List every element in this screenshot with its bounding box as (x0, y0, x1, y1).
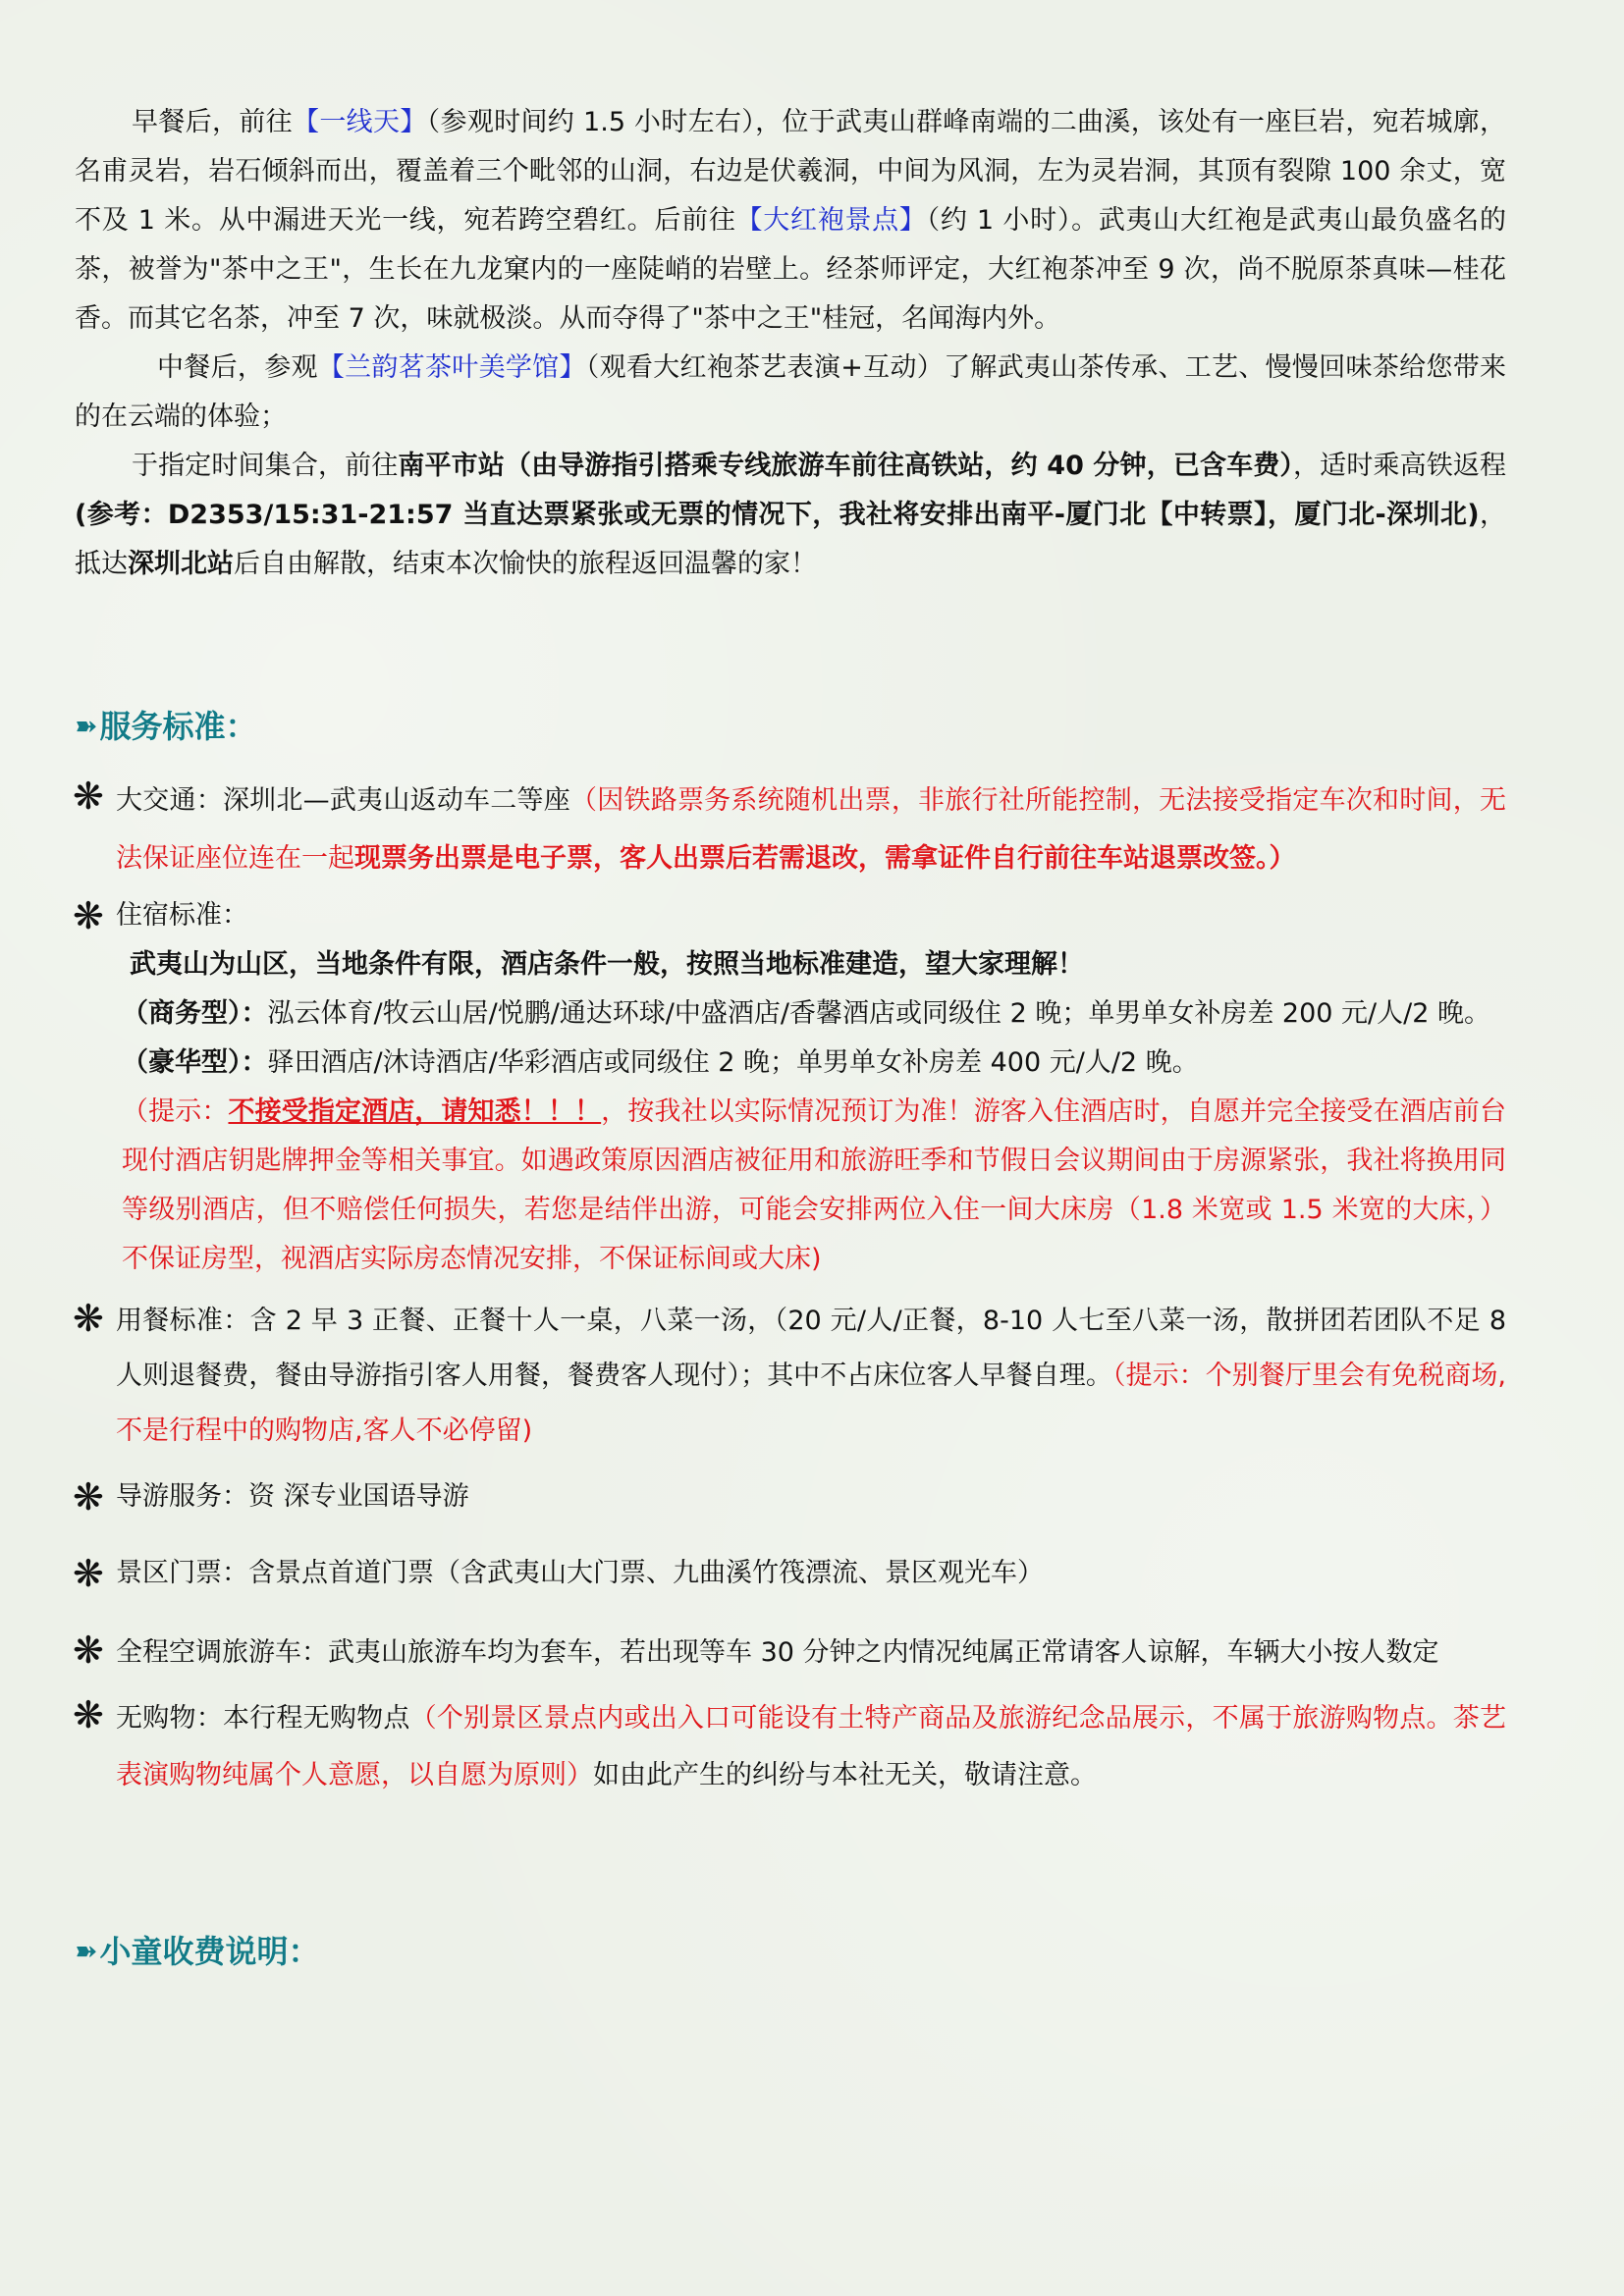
hotel-business (75, 989, 1506, 1039)
warning-text-bold: 现票务出票是电子票，客人出票后若需退改，需拿证件自行前往车站退票改签。） (354, 843, 1296, 874)
asterisk-bullet-icon: ❋ (73, 1629, 104, 1672)
warning-text: （个别景区景点内或出入口可能设有土特产商品及旅游纪念品展示，不属于旅游购物点。茶艺表演购物纯属个人意愿，以自愿为原则） (116, 1703, 1507, 1790)
asterisk-bullet-icon: ❋ (73, 1475, 104, 1519)
text: ，抵达 (75, 500, 1506, 579)
text: （由导游指引搭乘专线旅游车前往高铁站，约 40 分钟，已含车费） (504, 451, 1294, 481)
service-heading (75, 705, 1506, 748)
heading-text: 小童收费说明： (99, 1933, 320, 1970)
service-item-transport (75, 772, 1506, 887)
itinerary-paragraph-3 (75, 442, 1506, 589)
service-item-shopping (75, 1690, 1506, 1804)
child-fee-heading (75, 1930, 1506, 1973)
text: 导游服务：资 深专业国语导游 (116, 1481, 469, 1512)
warning-text: （因铁路票务系统随机出票，非旅行社所能控制，无法接受指定车次和时间，无法保证座位连在一起 (116, 785, 1506, 874)
text: 如由此产生的纠纷与本社无关，敬请注意。 (593, 1760, 1097, 1790)
arrow-icon: ➽ (75, 710, 98, 742)
text: 住宿标准： (116, 900, 248, 931)
text: 后自由解散，结束本次愉快的旅程返回温馨的家！ (234, 549, 817, 579)
service-item-guide (75, 1472, 1506, 1522)
spot-yixiantian: 【一线天】 (293, 107, 427, 137)
text: （观看大红袍茶艺表演+互动）了解武夷山茶传承、工艺、慢慢回味茶给您带来的在云端的体验； (75, 352, 1507, 432)
text: ，按我社以实际情况预订为准！游客入住酒店时，自愿并完全接受在酒店前台现付酒店钥匙牌押金等相关事宜。如遇政策原因酒店被征用和旅游旺季和节假日会议期间由于房源紧张，我社将换用同等级别酒店，但不赔偿任何损失，若您是结伴出游，可能会安排两位入住一间大床房（1.8 米宽或 1.5 米宽的大床，）不保证房型，视酒店实际房态情况安排，不保证标间或大床) (122, 1096, 1507, 1274)
asterisk-bullet-icon: ❋ (73, 1552, 104, 1595)
text: 全程空调旅游车：武夷山旅游车均为套车，若出现等车 30 分钟之内情况纯属正常请客人谅解，车辆大小按人数定 (116, 1637, 1439, 1668)
text: （参观时间约 1.5 小时左右），位于武夷山群峰南端的二曲溪，该处有一座巨岩，宛若城廓，名甫灵岩，岩石倾斜而出，覆盖着三个毗邻的山洞，右边是伏羲洞，中间为风洞，左为灵岩洞，其顶有裂隙 100 余丈，宽不及 1 米。从中漏进天光一线，宛若跨空碧红。后前往 (75, 107, 1507, 236)
asterisk-bullet-icon: ❋ (73, 1297, 104, 1340)
text: 泓云体育/牧云山居/悦鹏/通达环球/中盛酒店/香馨酒店或同级住 2 晚；单男单女补房差 200 元/人/2 晚。 (267, 998, 1490, 1029)
service-item-bus (75, 1626, 1506, 1681)
spot-lanyun-tea: 【兰韵茗茶叶美学馆】 (317, 352, 586, 383)
hotel-tip (75, 1088, 1506, 1284)
station-shenzhenbei: 深圳北站 (128, 549, 234, 579)
station-nanping: 南平市站 (398, 451, 505, 481)
itinerary-paragraph-2 (75, 344, 1506, 442)
arrow-icon: ➽ (75, 1935, 98, 1967)
text: 大交通：深圳北—武夷山返动车二等座 (116, 785, 570, 816)
text: 无购物：本行程无购物点 (116, 1703, 410, 1734)
text: 景区门票：含景点首道门票（含武夷山大门票、九曲溪竹筏漂流、景区观光车） (116, 1558, 1044, 1588)
label: （豪华型）： (122, 1047, 268, 1078)
text: 驿田酒店/沐诗酒店/华彩酒店或同级住 2 晚；单男单女补房差 400 元/人/2 晚。 (267, 1047, 1199, 1078)
train-reference: (参考：D2353/15:31-21:57 当直达票紧张或无票的情况下，我社将安排出南平-厦门北【中转票】，厦门北-深圳北) (75, 500, 1480, 530)
spot-dahongpao: 【大红袍景点】 (735, 205, 927, 236)
service-item-tickets (75, 1549, 1506, 1598)
text: 于指定时间集合，前往 (132, 451, 399, 481)
heading-text: 服务标准： (99, 708, 257, 745)
warning-text: （提示：个别餐厅里会有免税商场,不是行程中的购物店,客人不必停留) (116, 1361, 1506, 1446)
asterisk-bullet-icon: ❋ (73, 894, 104, 937)
itinerary-paragraph-1 (75, 98, 1506, 344)
hotel-note: 武夷山为山区，当地条件有限，酒店条件一般，按照当地标准建造，望大家理解！ (130, 949, 1084, 980)
text: （提示： (122, 1096, 229, 1127)
text: 早餐后，前往 (132, 107, 293, 137)
text: （约 1 小时）。武夷山大红袍是武夷山最负盛名的茶，被誉为"茶中之王"，生长在九龙窠内的一座陡峭的岩壁上。经茶师评定，大红袍茶冲至 9 次，尚不脱原茶真味—桂花香。而其它名茶，冲至 7 次，味就极淡。从而夺得了"茶中之王"桂冠，名闻海内外。 (75, 205, 1507, 334)
asterisk-bullet-icon: ❋ (73, 1693, 104, 1736)
service-item-meal (75, 1294, 1506, 1459)
hotel-luxury (75, 1039, 1506, 1088)
service-item-hotel (75, 891, 1506, 940)
text: 中餐后，参观 (157, 352, 318, 383)
text: 用餐标准：含 2 早 3 正餐、正餐十人一桌，八菜一汤，（20 元/人/正餐，8-10 人七至八菜一汤，散拼团若团队不足 8 人则退餐费，餐由导游指引客人用餐，餐费客人现付）；其中不占床位客人早餐自理。 (116, 1306, 1506, 1391)
warning-text-bold: 不接受指定酒店，请知悉！！！ (228, 1096, 602, 1127)
label: （商务型）： (122, 998, 268, 1029)
asterisk-bullet-icon: ❋ (73, 774, 104, 818)
text: ，适时乘高铁返程 (1293, 451, 1507, 481)
